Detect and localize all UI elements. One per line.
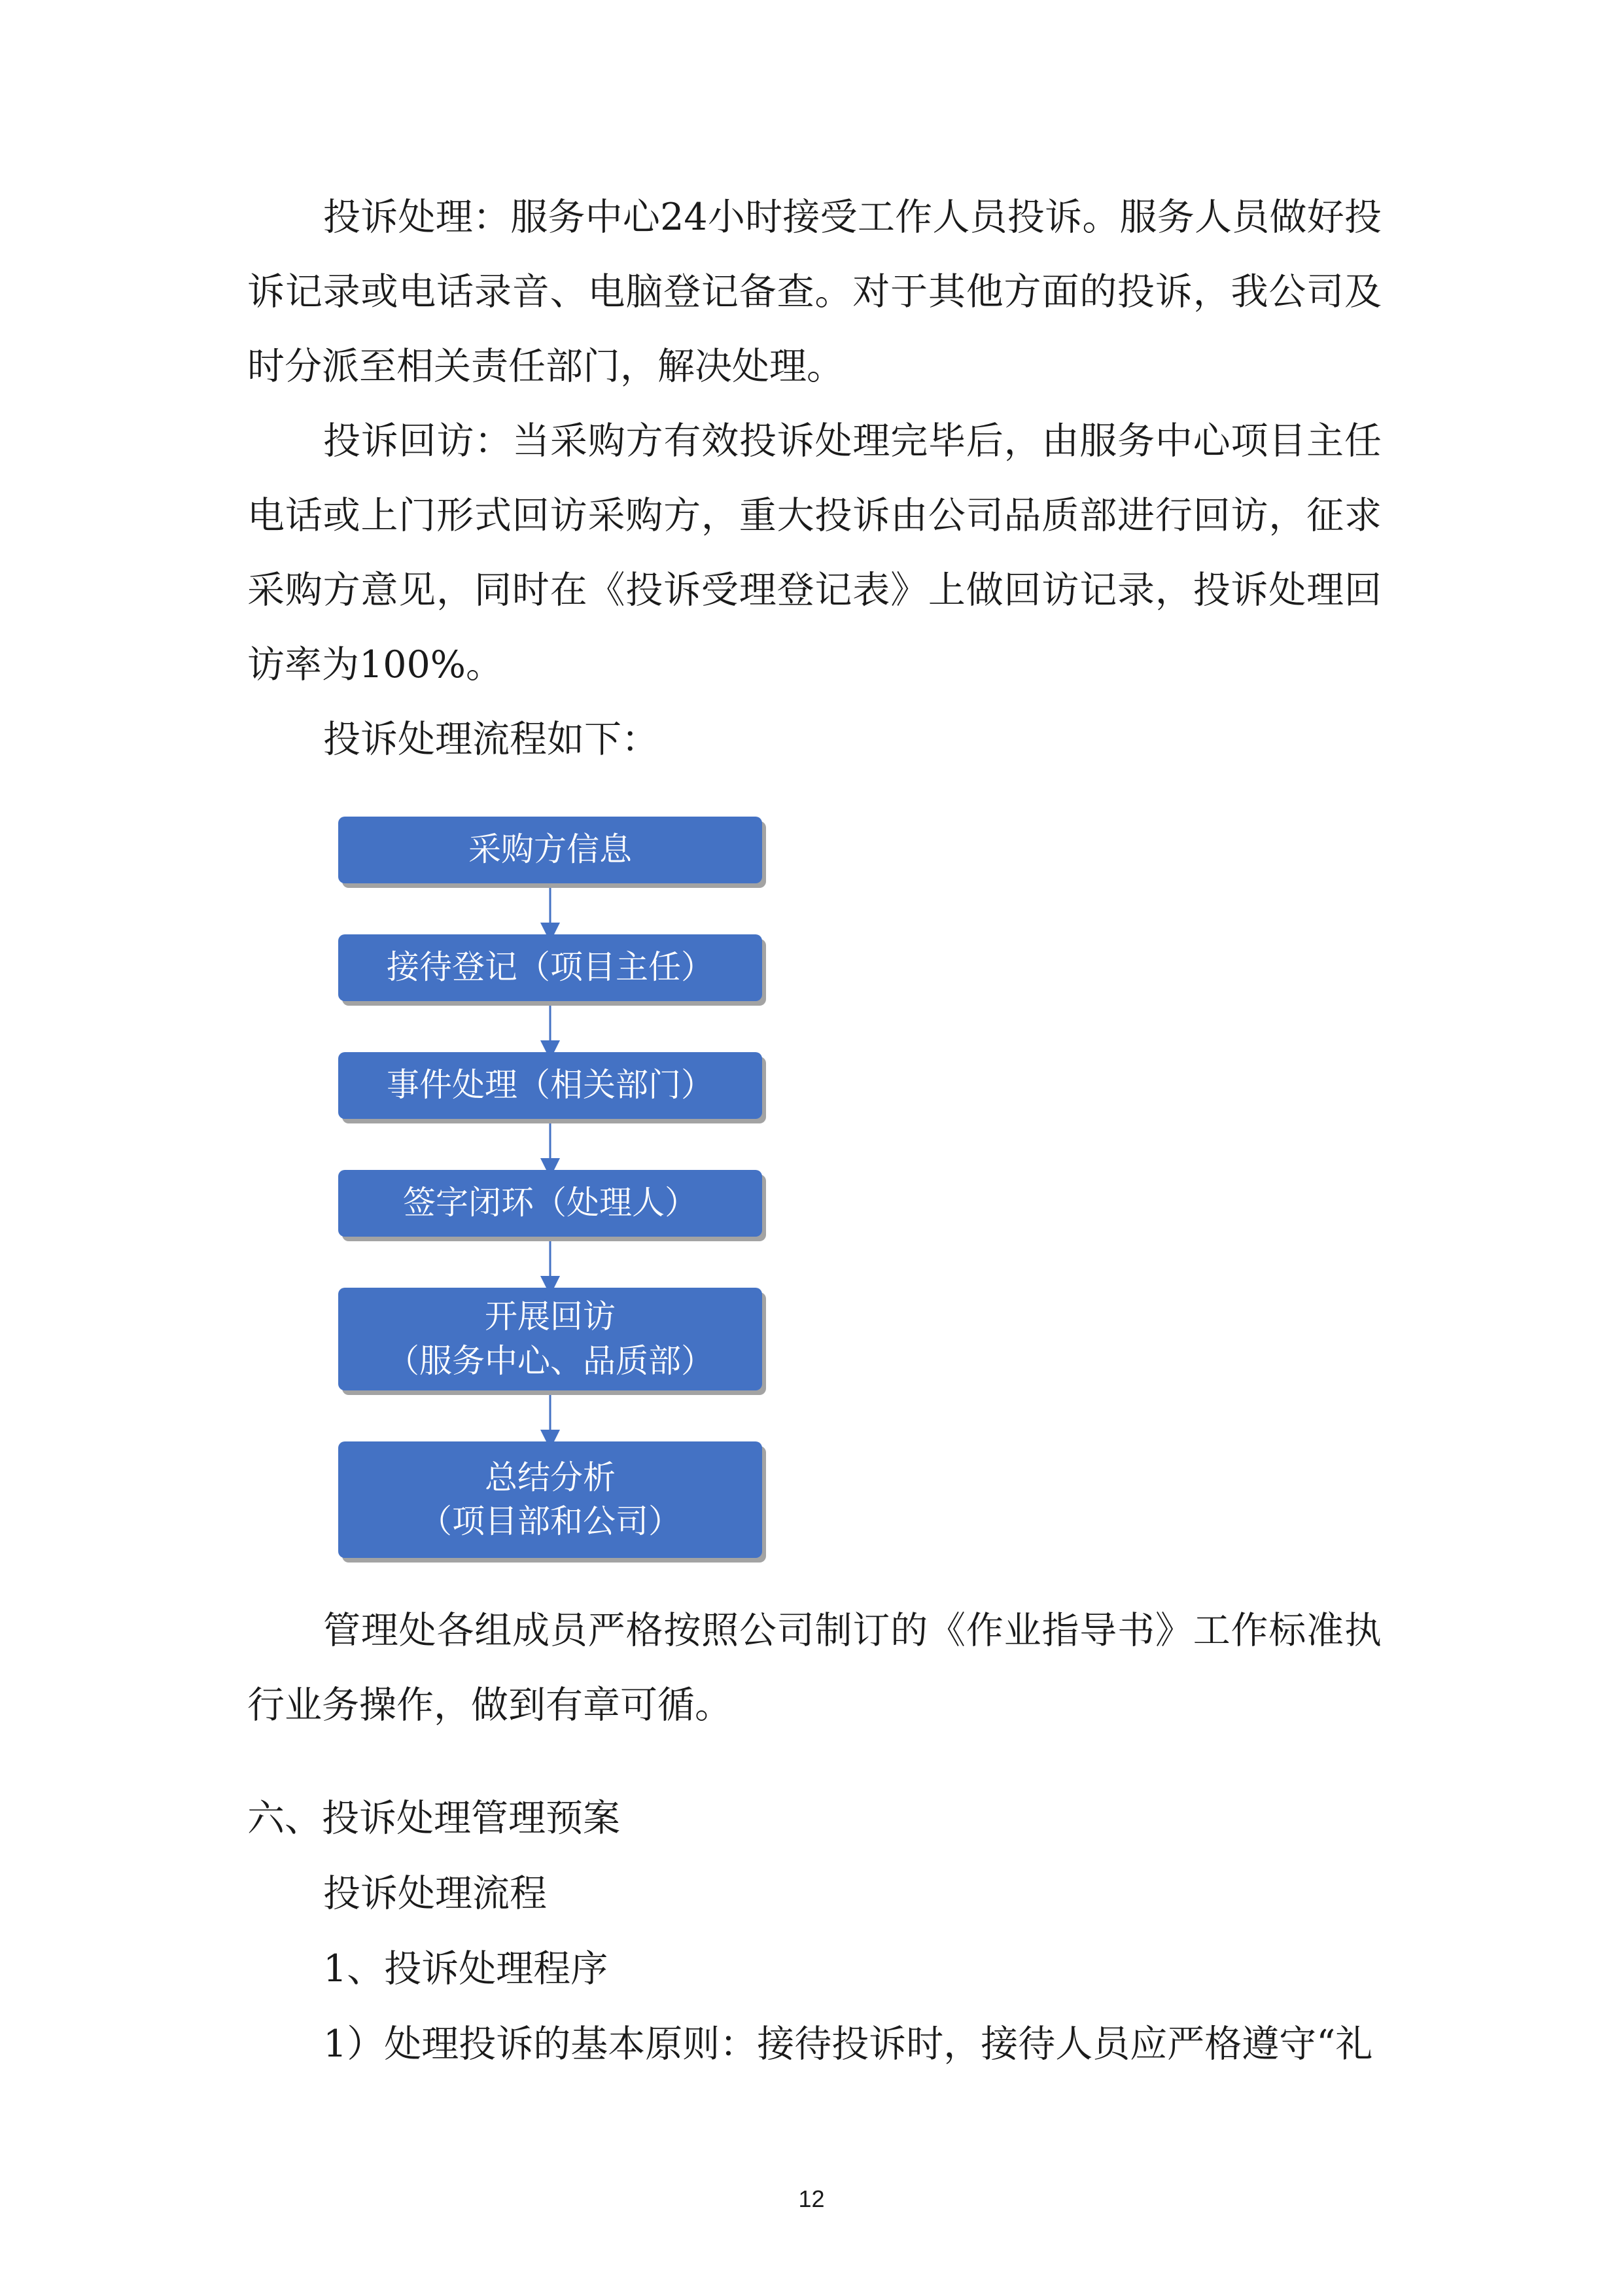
paragraph-flow-intro: 投诉处理流程如下： — [323, 718, 659, 761]
flow-step-reception-registration — [338, 934, 762, 1001]
flow-step-followup-visit — [338, 1288, 762, 1390]
page-number: 12 — [798, 2185, 825, 2212]
flow-step-event-handling — [338, 1052, 762, 1119]
flow-step-label: 采购方信息 — [468, 830, 632, 869]
section-subheading: 投诉处理流程 — [323, 1872, 547, 1915]
flow-step-label: 接待登记（项目主任） — [387, 948, 714, 987]
flow-step-signoff-closure — [338, 1170, 762, 1237]
flow-step-sublabel: （项目部和公司） — [419, 1502, 681, 1540]
flow-step-label: 总结分析 — [485, 1458, 616, 1496]
flow-step-label: 签字闭环（处理人） — [403, 1184, 697, 1222]
list-item-1-1: 1）处理投诉的基本原则：接待投诉时，接待人员应严格遵守“礼 — [323, 2022, 1373, 2066]
section-heading: 六、投诉处理管理预案 — [247, 1797, 620, 1840]
flow-step-label: 事件处理（相关部门） — [387, 1066, 714, 1104]
flow-step-label: 开展回访 — [485, 1298, 616, 1335]
flow-step-sublabel: （服务中心、品质部） — [387, 1341, 714, 1380]
list-item-1: 1、投诉处理程序 — [323, 1947, 608, 1990]
flow-step-purchaser-info — [338, 817, 762, 883]
paragraph-work-standards: 管理处各组成员严格按照公司制订的《作业指导书》工作标准执行业务操作，做到有章可循。 — [247, 1609, 1382, 1727]
flow-step-summary-analysis — [338, 1441, 762, 1558]
paragraph-complaint-followup: 投诉回访：当采购方有效投诉处理完毕后，由服务中心项目主任电话或上门形式回访采购方，重大投诉由公司品质部进行回访，征求采购方意见，同时在《投诉受理登记表》上做回访记录，投诉处理回访率为100%。 — [247, 419, 1382, 686]
paragraph-complaint-handling: 投诉处理：服务中心24小时接受工作人员投诉。服务人员做好投诉记录或电话录音、电脑登记备查。对于其他方面的投诉，我公司及时分派至相关责任部门，解决处理。 — [247, 196, 1382, 388]
